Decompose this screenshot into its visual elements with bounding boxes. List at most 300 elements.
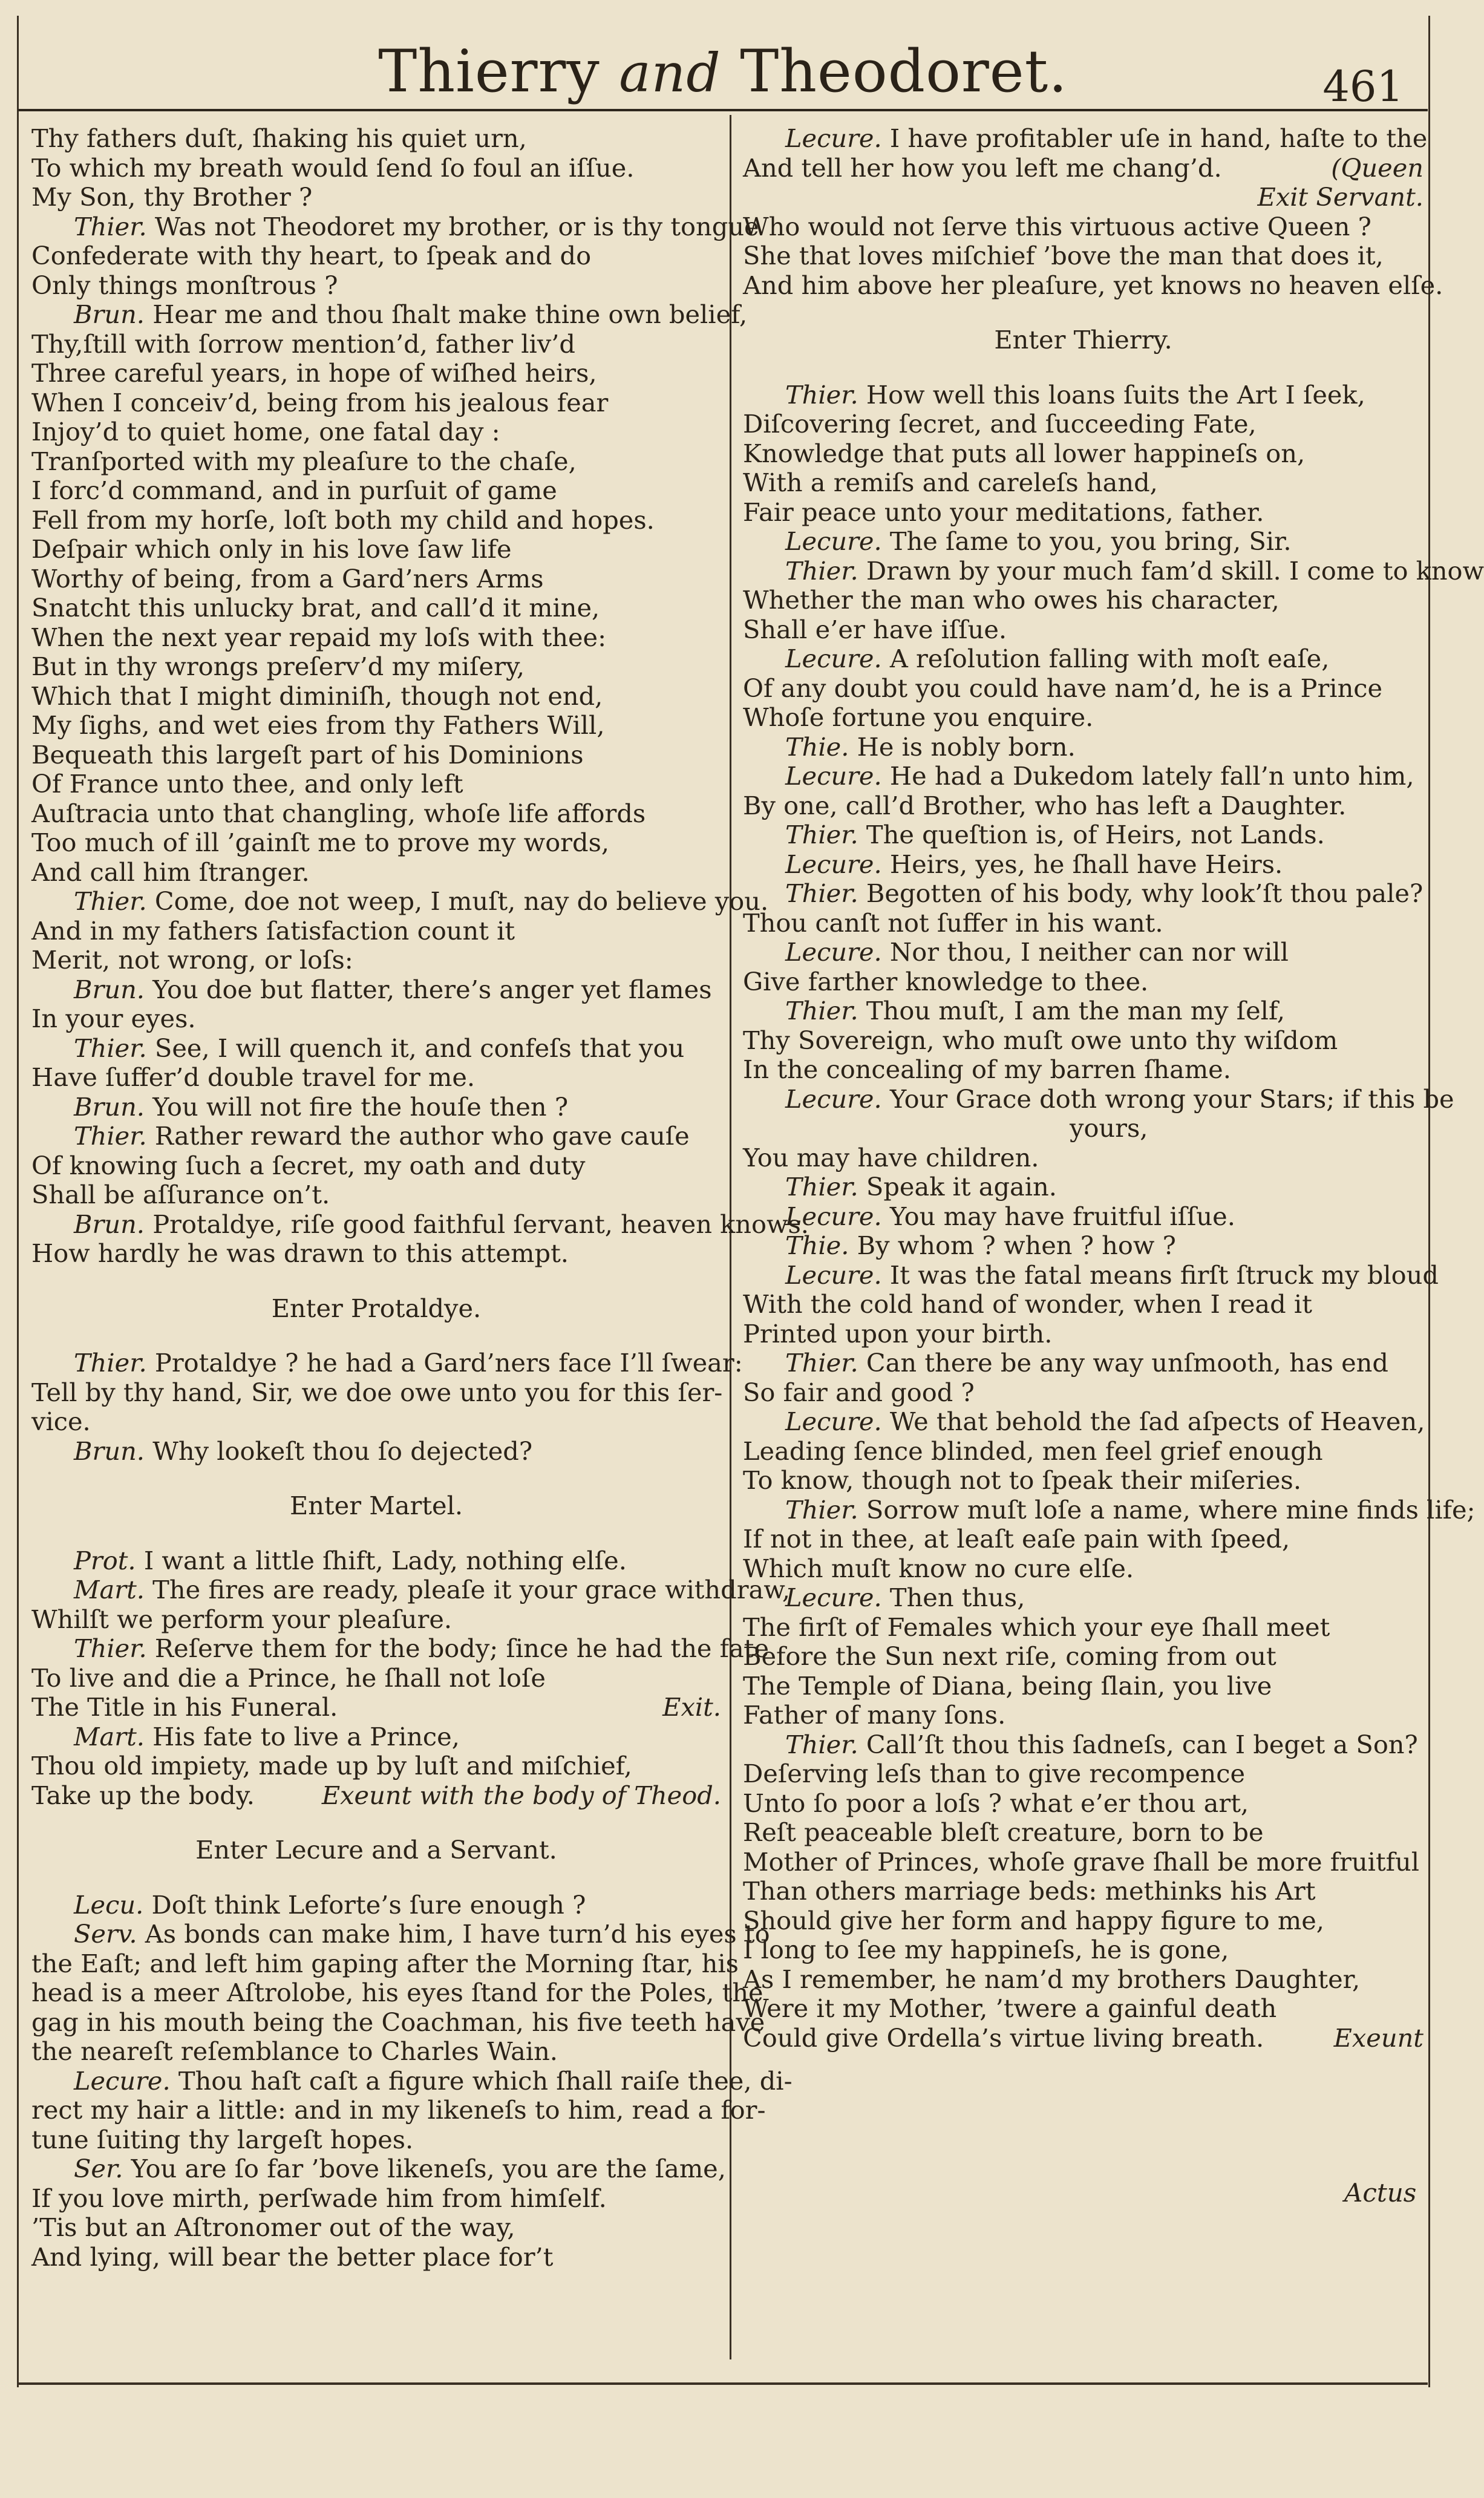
line-text: Which muſt know no cure elſe.	[743, 1553, 1134, 1583]
verse-line	[743, 1672, 1424, 1701]
verse-line	[31, 1948, 739, 1979]
verse-line	[31, 623, 721, 653]
line-text: yours,	[1070, 1113, 1148, 1143]
line-text: She that loves miſchief ’bove the man that does it,	[743, 241, 1384, 270]
line-text: Thou canſt not ſuffer in his want.	[743, 907, 1163, 938]
speaker-name: Brun.	[74, 1436, 145, 1466]
verse-line	[743, 1143, 1424, 1173]
line-text: To which my breath would ſend ſo foul an iſſue.	[31, 152, 635, 183]
speech-line	[31, 1093, 721, 1122]
speaker-name: Lecure.	[785, 937, 882, 967]
speaker-name: Lecure.	[785, 1084, 882, 1114]
verse-line	[31, 241, 721, 271]
line-text: So fair and good ?	[743, 1377, 975, 1407]
stage-direction-text: Enter Protaldye.	[271, 1293, 482, 1323]
line-text: We that behold the ſad aſpects of Heaven,	[889, 1407, 1425, 1436]
line-text: tune ſuiting thy largeſt hopes.	[31, 2124, 414, 2154]
line-text: Too much of ill ’gainſt me to prove my words,	[31, 828, 610, 857]
line-text: Shall be aſſurance on’t.	[31, 1180, 330, 1209]
exit-direction: Exit.	[662, 1692, 721, 1722]
speech-line	[743, 1407, 1424, 1437]
verse-line	[31, 1978, 763, 2008]
line-text: The fires are ready, pleaſe it your grace withdraw,	[152, 1575, 791, 1604]
speech-line	[31, 1633, 770, 1664]
speaker-name: Thier.	[785, 820, 858, 849]
verse-line	[31, 1751, 721, 1781]
page-number: 461	[1322, 62, 1404, 111]
verse-line	[31, 535, 721, 564]
line-text: Who would not ſerve this virtuous active Queen ?	[743, 211, 1371, 241]
verse-line	[743, 1378, 1424, 1408]
line-text: As I remember, he nam’d my brothers Daughter,	[743, 1964, 1361, 1994]
speech-line	[31, 2065, 793, 2096]
verse-line	[31, 2243, 721, 2272]
verse-line	[31, 271, 721, 301]
line-text: You are ſo far ’bove likeneſs, you are the ſame,	[131, 2154, 726, 2183]
line-text: If you love mirth, perſwade him from himſelf.	[31, 2183, 607, 2213]
verse-line	[743, 1935, 1424, 1965]
line-text: vice.	[31, 1407, 91, 1436]
verse-line	[743, 791, 1424, 821]
speaker-name: Lecure.	[785, 526, 882, 556]
line-text: Whether the man who owes his character,	[743, 585, 1280, 615]
speech-line	[743, 733, 1424, 762]
line-text: Thou haſt caſt a figure which ſhall raiſe thee, di-	[178, 2065, 793, 2096]
line-text: Was not Theodoret my brother, or is thy tongue	[154, 211, 759, 241]
line-text: With a remiſs and careleſs hand,	[743, 468, 1158, 497]
speech-line	[743, 527, 1424, 557]
line-text: Confederate with thy heart, to ſpeak and do	[31, 241, 592, 270]
right-column	[743, 123, 1484, 2350]
line-text: Should give her form and happy figure to me,	[743, 1905, 1324, 1935]
speaker-name: Mart.	[74, 1575, 145, 1604]
line-text: The firſt of Females which your eye ſhall meet	[743, 1612, 1330, 1642]
verse-line	[743, 439, 1424, 469]
verse-line	[31, 828, 721, 858]
line-text: To live and die a Prince, he ſhall not loſe	[31, 1663, 546, 1693]
title-part-a: Thierry	[378, 38, 600, 105]
verse-line	[31, 447, 721, 477]
line-text: Three careful years, in hope of wiſhed heirs,	[31, 358, 597, 388]
verse-line	[31, 682, 721, 711]
speech-line	[31, 1722, 721, 1752]
verse-line	[31, 330, 721, 359]
line-text: See, I will quench it, and confeſs that you	[154, 1033, 685, 1063]
line-text: But in thy wrongs preſerv’d my miſery,	[31, 652, 525, 681]
line-text: And lying, will bear the better place for’t	[31, 2241, 554, 2272]
verse-line	[31, 417, 721, 447]
stage-direction-text: Enter Thierry.	[994, 325, 1172, 355]
line-text: When I conceiv’d, being from his jealous fear	[31, 387, 609, 417]
line-text: Call’ſt thou this ſadneſs, can I beget a Son?	[866, 1729, 1418, 1759]
line-text: Thou old impiety, made up by luſt and miſchief,	[31, 1751, 632, 1780]
line-text: Take up the body.	[31, 1780, 255, 1810]
line-text: By one, call’d Brother, who has left a Daughter.	[743, 790, 1347, 820]
line-text: Have ſuffer’d double travel for me.	[31, 1062, 476, 1092]
verse-line	[31, 770, 721, 799]
line-text: Father of many ſons.	[743, 1700, 1006, 1730]
title-and: and	[619, 42, 721, 104]
speaker-name: Thier.	[785, 1494, 858, 1525]
verse-line	[31, 593, 721, 623]
speaker-name: Brun.	[74, 1091, 145, 1122]
line-text: Protaldye, riſe good faithful ſervant, heaven knows.	[152, 1209, 809, 1239]
running-title	[18, 38, 1428, 105]
verse-line	[31, 154, 721, 183]
speech-line	[743, 1260, 1439, 1290]
verse-line	[31, 388, 721, 418]
verse-line	[31, 652, 721, 682]
speaker-name: Lecure.	[785, 1583, 882, 1612]
verse-line	[743, 410, 1424, 439]
line-text: Tell by thy hand, Sir, we doe owe unto you for this ſer-	[31, 1377, 723, 1407]
exit-direction: (Queen	[1331, 152, 1424, 183]
line-text: the neareſt reſemblance to Charles Wain.	[31, 2036, 558, 2066]
line-text: Tranſported with my pleaſure to the chaſe,	[31, 446, 577, 476]
verse-line	[31, 1664, 721, 1693]
line-text: Snatcht this unlucky brat, and call’d it mine,	[31, 593, 600, 623]
line-text: the Eaſt; and left him gaping after the Morning ſtar, his	[31, 1948, 739, 1978]
line-text: He had a Dukedom lately fall’n unto him,	[889, 761, 1414, 791]
line-text: You may have fruitful iſſue.	[889, 1201, 1235, 1231]
line-text: I forc’d command, and in purſuit of game	[31, 476, 557, 505]
line-text: Injoy’d to quiet home, one fatal day :	[31, 417, 500, 446]
speech-line	[31, 1348, 743, 1378]
line-text: If not in thee, at leaſt eaſe pain with ſpeed,	[743, 1524, 1290, 1554]
verse-line	[31, 2125, 721, 2155]
line-text: And in my fathers ſatisfaction count it	[31, 915, 515, 946]
line-text: Thy Sovereign, who muſt owe unto thy wiſdom	[743, 1025, 1338, 1055]
line-text: Come, doe not weep, I muſt, nay do believe you.	[154, 886, 769, 916]
bottom-rule	[18, 2382, 1428, 2385]
speaker-name: Thie.	[785, 731, 849, 762]
line-text: By whom ? when ? how ?	[857, 1231, 1176, 1260]
line-text: head is a meer Aſtrolobe, his eyes ſtand for the Poles, the	[31, 1978, 763, 2007]
exit-direction: Exit Servant.	[1257, 182, 1424, 212]
verse-line	[31, 1693, 721, 1722]
spacer	[31, 1521, 721, 1546]
speech-line	[743, 1730, 1424, 1760]
verse-line	[743, 1994, 1424, 2024]
verse-line	[31, 1180, 721, 1210]
line-text: gag in his mouth being the Coachman, his five teeth have	[31, 2007, 765, 2037]
line-text: Thou muſt, I am the man my ſelf,	[866, 996, 1286, 1025]
speaker-name: Mart.	[74, 1721, 145, 1751]
stage-direction	[31, 1294, 721, 1324]
verse-line	[743, 674, 1424, 704]
speaker-name: Lecu.	[74, 1889, 144, 1920]
speaker-name: Serv.	[74, 1919, 137, 1949]
line-text: Whilſt we perform your pleaſure.	[31, 1604, 453, 1634]
speech-line	[31, 1122, 721, 1151]
line-text: Can there be any way unſmooth, has end	[866, 1348, 1388, 1378]
speech-line	[743, 1202, 1424, 1232]
speaker-name: Thier.	[785, 555, 858, 586]
speaker-name: Thier.	[74, 886, 147, 916]
verse-line	[743, 1701, 1424, 1730]
speech-line	[31, 1919, 770, 1949]
verse-line	[743, 1319, 1424, 1349]
line-text: Shall e’er have iſſue.	[743, 614, 1007, 644]
verse-line	[743, 703, 1424, 733]
line-text: Thy fathers duſt, ſhaking his quiet urn,	[31, 123, 527, 153]
speaker-name: Thier.	[785, 379, 858, 410]
speech-line	[31, 1209, 809, 1240]
catchword: Actus	[1344, 2178, 1417, 2208]
speaker-name: Lecure.	[785, 1260, 882, 1290]
speech-line	[31, 211, 759, 242]
verse-line	[31, 1605, 721, 1635]
speaker-name: Brun.	[74, 974, 145, 1004]
line-text: ’Tis but an Aſtronomer out of the way,	[31, 2212, 515, 2242]
stage-direction	[31, 1836, 721, 1865]
verse-line	[31, 2095, 766, 2125]
line-text: To know, though not to ſpeak their miſeries.	[743, 1465, 1302, 1495]
verse-line	[31, 476, 721, 506]
speaker-name: Thier.	[785, 1348, 858, 1378]
speech-line	[743, 1172, 1424, 1202]
line-text: Whoſe fortune you enquire.	[743, 702, 1094, 732]
line-text: The queſtion is, of Heirs, not Lands.	[866, 820, 1325, 849]
line-text: Fell from my horſe, loſt both my child and hopes.	[31, 505, 655, 535]
verse-line	[743, 1466, 1424, 1496]
verse-line	[31, 741, 721, 770]
speaker-name: Thier.	[74, 1121, 147, 1151]
line-text: Merit, not wrong, or loſs:	[31, 945, 353, 975]
line-text: It was the fatal means firſt ſtruck my bloud	[889, 1260, 1439, 1290]
line-text: And tell her how you left me chang’d.	[743, 152, 1222, 183]
line-text: Knowledge that puts all lower happineſs on,	[743, 438, 1306, 468]
verse-line	[743, 241, 1424, 271]
spacer	[31, 1466, 721, 1491]
speech-line	[743, 644, 1424, 674]
verse-line	[743, 586, 1424, 615]
verse-line	[31, 2037, 721, 2067]
verse-line	[31, 2213, 721, 2243]
verse-line	[31, 1239, 721, 1269]
line-text: You will not fire the houſe then ?	[152, 1091, 569, 1122]
title-part-b: Theodoret.	[740, 38, 1068, 105]
line-text: The Temple of Diana, being ſlain, you live	[743, 1670, 1272, 1701]
spacer	[743, 355, 1424, 381]
speaker-name: Lecure.	[74, 2065, 171, 2096]
line-text: Doſt think Leforte’s ſure enough ?	[151, 1889, 586, 1920]
speech-line	[31, 1891, 721, 1920]
line-text: Give farther knowledge to thee.	[743, 966, 1149, 996]
verse-line	[31, 1063, 721, 1093]
speaker-name: Thier.	[785, 1172, 858, 1202]
speaker-name: Brun.	[74, 299, 145, 329]
line-text: In your eyes.	[31, 1004, 196, 1033]
line-text: I long to ſee my happineſs, he is gone,	[743, 1935, 1229, 1964]
line-text: Your Grace doth wrong your Stars; if this be	[889, 1084, 1454, 1114]
speaker-name: Thier.	[785, 1729, 858, 1759]
verse-line	[743, 909, 1424, 938]
speaker-name: Thier.	[74, 1633, 147, 1663]
verse-line	[31, 1151, 721, 1181]
line-text: My ſighs, and wet eies from thy Fathers Will,	[31, 710, 605, 740]
line-text: In the concealing of my barren ſhame.	[743, 1054, 1231, 1084]
speech-line	[31, 299, 748, 330]
verse-line	[743, 212, 1424, 242]
line-text: Then thus,	[889, 1583, 1025, 1612]
verse-line	[31, 946, 721, 975]
line-text: Hear me and thou ſhalt make thine own belief,	[152, 299, 748, 329]
verse-line	[743, 1906, 1424, 1936]
verse-line	[743, 183, 1424, 212]
verse-line	[743, 1818, 1424, 1848]
verse-line	[743, 1055, 1424, 1085]
verse-line	[31, 506, 721, 535]
speaker-name: Thier.	[74, 211, 147, 241]
speaker-name: Prot.	[74, 1545, 136, 1575]
verse-line	[743, 498, 1424, 528]
line-text: Heirs, yes, he ſhall have Heirs.	[889, 849, 1283, 879]
speech-line	[743, 1231, 1424, 1261]
verse-line	[31, 917, 721, 946]
speaker-name: Lecure.	[785, 1407, 882, 1436]
speech-line	[743, 762, 1424, 791]
speech-line	[743, 996, 1424, 1026]
spacer	[31, 1865, 721, 1891]
speech-line	[31, 2154, 726, 2184]
speech-line	[743, 381, 1424, 410]
speech-line	[743, 123, 1428, 154]
left-column	[31, 123, 809, 2350]
line-text: How well this loans ſuits the Art I ſeek,	[866, 379, 1365, 410]
line-text: Printed upon your birth.	[743, 1318, 1053, 1349]
speech-line	[31, 975, 721, 1005]
line-text: The Title in his Funeral.	[31, 1692, 338, 1722]
verse-line	[31, 711, 721, 741]
spacer	[31, 1269, 721, 1294]
line-text: Deſpair which only in his love ſaw life	[31, 534, 512, 564]
verse-line	[743, 1965, 1424, 1995]
speaker-name: Thier.	[785, 996, 858, 1025]
verse-line	[31, 858, 721, 888]
verse-line	[31, 2184, 721, 2214]
speech-line	[31, 1575, 791, 1605]
line-text: Were it my Mother, ’twere a gainful death	[743, 1993, 1277, 2023]
line-text: Speak it again.	[866, 1172, 1057, 1202]
line-text: I have profitabler uſe in hand, haſte to the	[889, 123, 1428, 153]
line-text: Begotten of his body, why look’ſt thou pale?	[866, 878, 1424, 908]
verse-line	[743, 967, 1424, 997]
speech-line	[31, 1437, 721, 1466]
line-text: And him above her pleaſure, yet knows no heaven elſe.	[743, 270, 1443, 300]
speaker-name: Thier.	[74, 1033, 147, 1063]
speech-line	[31, 1546, 721, 1576]
line-text: Unto ſo poor a loſs ? what e’er thou art,	[743, 1788, 1249, 1818]
speech-line	[743, 820, 1424, 850]
exit-direction: Exeunt	[1333, 2022, 1424, 2053]
verse-line	[31, 799, 721, 829]
line-text: He is nobly born.	[857, 731, 1076, 762]
line-text: Sorrow muſt loſe a name, where mine finds life;	[866, 1494, 1476, 1525]
speaker-name: Lecure.	[785, 123, 882, 153]
line-text: Worthy of being, from a Gard’ners Arms	[31, 563, 544, 593]
line-text: You doe but flatter, there’s anger yet flames	[152, 974, 712, 1004]
verse-line	[743, 1026, 1424, 1056]
line-text: Fair peace unto your meditations, father.	[743, 497, 1264, 527]
line-text: Mother of Princes, whoſe grave ſhall be more fruitful	[743, 1846, 1419, 1877]
speech-line	[743, 850, 1424, 880]
spacer	[31, 1810, 721, 1836]
speech-line	[31, 886, 769, 917]
line-text: How hardly he was drawn to this attempt.	[31, 1238, 569, 1268]
line-text: You may have children.	[743, 1142, 1039, 1172]
line-text: Drawn by your much fam’d skill. I come to know	[866, 555, 1484, 586]
speaker-name: Thier.	[74, 1348, 147, 1378]
exit-direction: Exeunt with the body of Theod.	[321, 1780, 721, 1810]
speaker-name: Thier.	[785, 878, 858, 908]
stage-direction	[31, 1491, 721, 1521]
verse-line	[743, 1525, 1424, 1554]
verse-line	[743, 468, 1424, 498]
line-text: His fate to live a Prince,	[152, 1721, 460, 1751]
line-text: Rather reward the author who gave cauſe	[154, 1121, 690, 1151]
verse-line	[743, 2024, 1424, 2053]
speech-line	[743, 1494, 1476, 1525]
verse-line	[31, 2007, 765, 2038]
verse-line	[743, 1642, 1424, 1672]
line-text: Leading ſence blinded, men feel grief enough	[743, 1436, 1323, 1466]
verse-line	[31, 1407, 721, 1437]
line-text: A reſolution falling with moſt eaſe,	[889, 644, 1330, 673]
speech-line	[743, 555, 1484, 586]
speech-line	[743, 938, 1424, 967]
line-text: Why lookeſt thou ſo dejected?	[152, 1436, 533, 1466]
line-text: Bequeath this largeſt part of his Dominions	[31, 739, 584, 770]
line-text: Could give Ordella’s virtue living breath.	[743, 2022, 1264, 2053]
speaker-name: Lecure.	[785, 1201, 882, 1231]
verse-line	[743, 270, 1443, 301]
verse-line	[31, 124, 721, 154]
line-text: Of knowing ſuch a ſecret, my oath and duty	[31, 1150, 586, 1180]
verse-line	[743, 615, 1424, 645]
spacer	[743, 300, 1424, 325]
line-text: My Son, thy Brother ?	[31, 182, 313, 212]
line-text: Before the Sun next riſe, coming from out	[743, 1641, 1276, 1671]
line-text: Nor thou, I neither can nor will	[889, 937, 1289, 967]
verse-line	[743, 1114, 1424, 1143]
line-text: Reſt peaceable bleſt creature, born to be	[743, 1817, 1264, 1847]
line-text: rect my hair a little: and in my likeneſs to him, read a for-	[31, 2095, 766, 2125]
speaker-name: Brun.	[74, 1209, 145, 1239]
verse-line	[743, 1789, 1424, 1819]
verse-line	[743, 1437, 1424, 1466]
line-text: With the cold hand of wonder, when I read it	[743, 1289, 1312, 1319]
speech-line	[743, 1084, 1454, 1114]
speech-line	[31, 1034, 721, 1064]
line-text: Which that I might diminiſh, though not end,	[31, 681, 603, 711]
line-text: Of any doubt you could have nam’d, he is a Prince	[743, 673, 1383, 703]
page-header	[18, 24, 1428, 111]
speech-line	[743, 1349, 1424, 1378]
stage-direction	[743, 325, 1424, 355]
line-text: As bonds can make him, I have turn’d his eyes to	[145, 1919, 770, 1949]
verse-line	[31, 1781, 721, 1811]
line-text: I want a little ſhift, Lady, nothing elſe.	[143, 1545, 627, 1575]
verse-line	[743, 1848, 1424, 1877]
verse-line	[31, 359, 721, 388]
verse-line	[31, 1378, 721, 1408]
line-text: Auſtracia unto that changling, whoſe life affords	[31, 798, 646, 828]
line-text: Protaldye ? he had a Gard’ners face I’ll ſwear:	[154, 1348, 743, 1378]
line-text: Than others marriage beds: methinks his Art	[743, 1876, 1316, 1906]
stage-direction-text: Enter Lecure and a Servant.	[195, 1835, 557, 1865]
speech-line	[743, 1583, 1424, 1613]
